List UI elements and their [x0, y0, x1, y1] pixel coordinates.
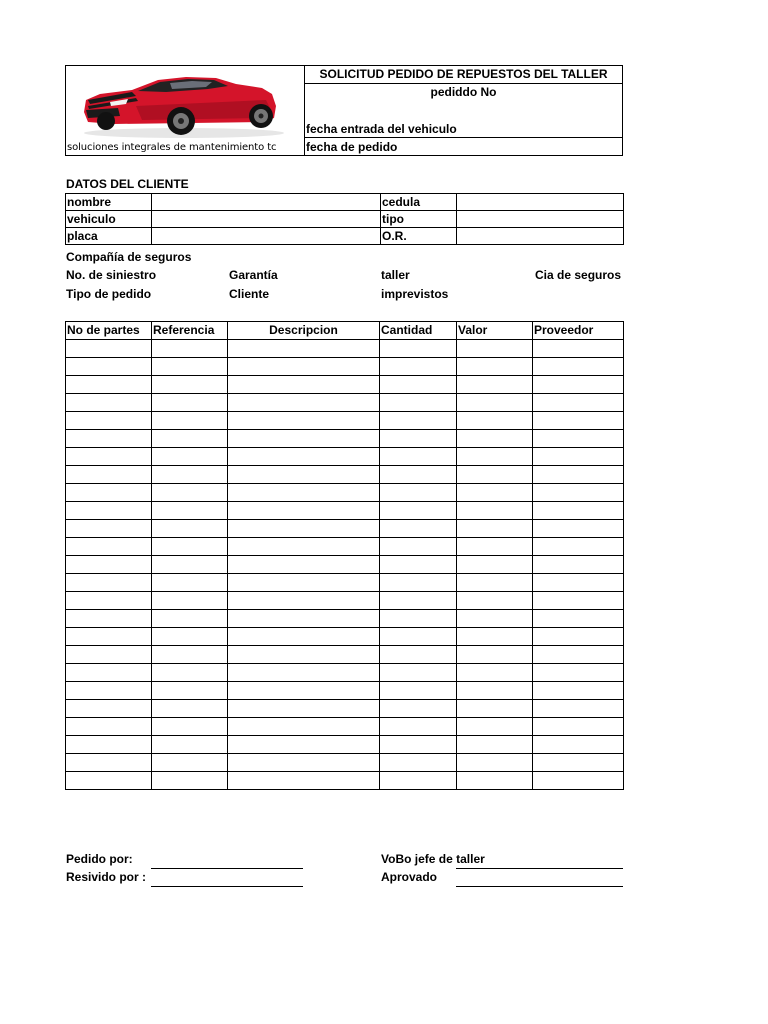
approved-label: Aprovado — [381, 870, 438, 884]
table-cell[interactable] — [228, 664, 380, 682]
table-cell[interactable] — [228, 628, 380, 646]
col-part-number: No de partes — [66, 322, 152, 340]
table-cell[interactable] — [66, 502, 152, 520]
table-row — [66, 448, 624, 466]
table-cell[interactable] — [533, 376, 624, 394]
table-cell[interactable] — [228, 736, 380, 754]
table-cell[interactable] — [152, 340, 228, 358]
table-row — [66, 772, 624, 790]
work-order-field[interactable] — [457, 228, 624, 245]
table-cell[interactable] — [457, 466, 533, 484]
order-date-label: fecha de pedido — [306, 140, 398, 154]
received-by-label: Resivido por : — [66, 870, 147, 884]
type-field[interactable] — [457, 211, 624, 228]
table-cell[interactable] — [66, 430, 152, 448]
table-cell[interactable] — [66, 718, 152, 736]
header-divider — [305, 137, 622, 138]
table-cell[interactable] — [152, 682, 228, 700]
table-cell[interactable] — [66, 412, 152, 430]
table-cell[interactable] — [380, 754, 457, 772]
insurance-company-label: Cia de seguros — [535, 268, 622, 282]
col-reference: Referencia — [152, 322, 228, 340]
table-row — [66, 484, 624, 502]
table-cell[interactable] — [152, 466, 228, 484]
table-cell[interactable] — [457, 682, 533, 700]
table-cell[interactable] — [152, 574, 228, 592]
table-cell[interactable] — [457, 700, 533, 718]
unforeseen-label: imprevistos — [381, 287, 449, 301]
table-cell[interactable] — [228, 358, 380, 376]
table-row — [66, 610, 624, 628]
table-row — [66, 466, 624, 484]
table-cell[interactable] — [457, 664, 533, 682]
table-row — [66, 628, 624, 646]
table-row — [66, 502, 624, 520]
table-cell[interactable] — [457, 358, 533, 376]
table-cell[interactable] — [66, 340, 152, 358]
order-type-label: Tipo de pedido — [66, 287, 152, 301]
table-cell[interactable] — [66, 592, 152, 610]
table-cell[interactable] — [66, 700, 152, 718]
table-row — [66, 592, 624, 610]
table-cell[interactable] — [228, 700, 380, 718]
table-cell[interactable] — [66, 754, 152, 772]
table-cell[interactable] — [228, 412, 380, 430]
client-row — [66, 228, 624, 245]
table-cell[interactable] — [152, 430, 228, 448]
table-row — [66, 430, 624, 448]
table-cell[interactable] — [457, 556, 533, 574]
table-cell[interactable] — [66, 556, 152, 574]
table-row — [66, 520, 624, 538]
table-cell[interactable] — [533, 646, 624, 664]
table-cell[interactable] — [457, 754, 533, 772]
table-row — [66, 394, 624, 412]
table-cell[interactable] — [533, 340, 624, 358]
table-cell[interactable] — [533, 502, 624, 520]
table-row — [66, 376, 624, 394]
table-cell[interactable] — [533, 718, 624, 736]
table-cell[interactable] — [380, 718, 457, 736]
table-cell[interactable] — [228, 466, 380, 484]
table-row — [66, 340, 624, 358]
table-cell[interactable] — [228, 502, 380, 520]
table-cell[interactable] — [533, 520, 624, 538]
table-cell[interactable] — [152, 358, 228, 376]
plate-label: placa — [66, 228, 152, 245]
table-cell[interactable] — [457, 646, 533, 664]
table-row — [66, 718, 624, 736]
table-cell[interactable] — [533, 682, 624, 700]
table-cell[interactable] — [533, 772, 624, 790]
table-cell[interactable] — [66, 628, 152, 646]
table-row — [66, 664, 624, 682]
table-cell[interactable] — [457, 502, 533, 520]
table-row — [66, 754, 624, 772]
type-label: tipo — [381, 211, 457, 228]
table-cell[interactable] — [152, 754, 228, 772]
table-cell[interactable] — [152, 448, 228, 466]
table-row — [66, 646, 624, 664]
table-cell[interactable] — [66, 358, 152, 376]
table-row — [66, 682, 624, 700]
parts-table — [65, 321, 624, 790]
table-cell[interactable] — [66, 448, 152, 466]
table-cell[interactable] — [533, 538, 624, 556]
id-number-label: cedula — [381, 194, 457, 211]
vehicle-field[interactable] — [152, 211, 381, 228]
claim-number-label: No. de siniestro — [66, 268, 157, 282]
table-cell[interactable] — [533, 736, 624, 754]
table-cell[interactable] — [457, 538, 533, 556]
table-cell[interactable] — [228, 340, 380, 358]
table-cell[interactable] — [533, 484, 624, 502]
table-row — [66, 412, 624, 430]
table-cell[interactable] — [380, 412, 457, 430]
table-cell[interactable] — [66, 772, 152, 790]
table-cell[interactable] — [380, 682, 457, 700]
table-cell[interactable] — [228, 430, 380, 448]
table-cell[interactable] — [66, 466, 152, 484]
table-cell[interactable] — [533, 556, 624, 574]
table-cell[interactable] — [380, 772, 457, 790]
table-cell[interactable] — [380, 646, 457, 664]
form-title: SOLICITUD PEDIDO DE REPUESTOS DEL TALLER — [305, 66, 622, 84]
table-cell[interactable] — [457, 718, 533, 736]
name-label: nombre — [66, 194, 152, 211]
table-cell[interactable] — [533, 628, 624, 646]
table-cell[interactable] — [380, 376, 457, 394]
table-cell[interactable] — [457, 376, 533, 394]
plate-field[interactable] — [152, 228, 381, 245]
table-cell[interactable] — [152, 538, 228, 556]
table-cell[interactable] — [380, 574, 457, 592]
table-cell[interactable] — [533, 466, 624, 484]
table-cell[interactable] — [380, 340, 457, 358]
table-cell[interactable] — [457, 628, 533, 646]
table-cell[interactable] — [533, 700, 624, 718]
table-cell[interactable] — [66, 610, 152, 628]
table-cell[interactable] — [66, 520, 152, 538]
table-cell[interactable] — [533, 664, 624, 682]
table-cell[interactable] — [228, 754, 380, 772]
parts-header-row — [66, 322, 624, 340]
table-cell[interactable] — [152, 736, 228, 754]
table-cell[interactable] — [380, 610, 457, 628]
table-cell[interactable] — [152, 646, 228, 664]
table-cell[interactable] — [152, 610, 228, 628]
col-value: Valor — [457, 322, 533, 340]
table-cell[interactable] — [152, 502, 228, 520]
received-by-signature-line[interactable] — [151, 886, 303, 887]
table-row — [66, 700, 624, 718]
table-cell[interactable] — [380, 736, 457, 754]
client-section-title: DATOS DEL CLIENTE — [66, 177, 189, 191]
table-cell[interactable] — [228, 682, 380, 700]
table-row — [66, 358, 624, 376]
workshop-chief-signature-line[interactable] — [456, 868, 623, 869]
order-number-label: pediddo No — [430, 85, 497, 99]
id-number-field[interactable] — [457, 194, 624, 211]
table-cell[interactable] — [66, 538, 152, 556]
table-cell[interactable] — [66, 376, 152, 394]
table-cell[interactable] — [66, 736, 152, 754]
approved-signature-line[interactable] — [456, 886, 623, 887]
table-cell[interactable] — [380, 700, 457, 718]
table-cell[interactable] — [152, 394, 228, 412]
table-cell[interactable] — [152, 520, 228, 538]
table-cell[interactable] — [228, 394, 380, 412]
table-row — [66, 574, 624, 592]
table-cell[interactable] — [380, 358, 457, 376]
table-cell[interactable] — [380, 502, 457, 520]
table-cell[interactable] — [66, 646, 152, 664]
table-cell[interactable] — [533, 592, 624, 610]
table-cell[interactable] — [380, 538, 457, 556]
col-supplier: Proveedor — [533, 322, 624, 340]
table-cell[interactable] — [228, 574, 380, 592]
table-cell[interactable] — [533, 394, 624, 412]
table-cell[interactable] — [228, 556, 380, 574]
table-cell[interactable] — [228, 718, 380, 736]
table-cell[interactable] — [152, 484, 228, 502]
table-cell[interactable] — [380, 556, 457, 574]
table-cell[interactable] — [152, 718, 228, 736]
table-cell[interactable] — [457, 610, 533, 628]
table-cell[interactable] — [152, 664, 228, 682]
table-cell[interactable] — [457, 448, 533, 466]
table-cell[interactable] — [66, 574, 152, 592]
table-cell[interactable] — [380, 484, 457, 502]
table-cell[interactable] — [533, 754, 624, 772]
table-cell[interactable] — [228, 448, 380, 466]
table-cell[interactable] — [380, 628, 457, 646]
table-cell[interactable] — [533, 430, 624, 448]
table-cell[interactable] — [457, 520, 533, 538]
client-row — [66, 194, 624, 211]
table-cell[interactable] — [457, 412, 533, 430]
table-cell[interactable] — [457, 484, 533, 502]
table-cell[interactable] — [66, 394, 152, 412]
table-cell[interactable] — [533, 574, 624, 592]
name-field[interactable] — [152, 194, 381, 211]
table-cell[interactable] — [228, 646, 380, 664]
table-cell[interactable] — [152, 376, 228, 394]
table-cell[interactable] — [228, 520, 380, 538]
col-description: Descripcion — [228, 322, 380, 340]
table-row — [66, 538, 624, 556]
workshop-label: taller — [381, 268, 410, 282]
table-cell[interactable] — [380, 430, 457, 448]
table-cell[interactable] — [66, 682, 152, 700]
warranty-label: Garantía — [229, 268, 278, 282]
table-cell[interactable] — [457, 430, 533, 448]
table-cell[interactable] — [228, 484, 380, 502]
table-cell[interactable] — [380, 448, 457, 466]
form-header — [65, 65, 623, 156]
table-cell[interactable] — [228, 376, 380, 394]
company-caption: soluciones integrales de mantenimiento tc — [67, 142, 277, 153]
table-cell[interactable] — [380, 664, 457, 682]
table-cell[interactable] — [152, 412, 228, 430]
table-cell[interactable] — [380, 592, 457, 610]
logo-cell — [66, 66, 305, 155]
table-cell[interactable] — [152, 628, 228, 646]
table-cell[interactable] — [533, 358, 624, 376]
table-cell[interactable] — [228, 538, 380, 556]
work-order-label: O.R. — [381, 228, 457, 245]
table-cell[interactable] — [228, 610, 380, 628]
ordered-by-label: Pedido por: — [66, 852, 133, 866]
table-cell[interactable] — [66, 664, 152, 682]
table-cell[interactable] — [152, 772, 228, 790]
table-cell[interactable] — [228, 772, 380, 790]
table-cell[interactable] — [152, 592, 228, 610]
table-cell[interactable] — [533, 412, 624, 430]
vehicle-label: vehiculo — [66, 211, 152, 228]
table-cell[interactable] — [533, 448, 624, 466]
client-row — [66, 211, 624, 228]
table-cell[interactable] — [66, 484, 152, 502]
table-cell[interactable] — [457, 340, 533, 358]
ordered-by-signature-line[interactable] — [151, 868, 303, 869]
table-cell[interactable] — [457, 592, 533, 610]
table-cell[interactable] — [457, 772, 533, 790]
client-table — [65, 193, 624, 245]
table-row — [66, 736, 624, 754]
insurance-title: Compañía de seguros — [66, 250, 192, 264]
table-cell[interactable] — [457, 574, 533, 592]
table-cell[interactable] — [457, 394, 533, 412]
customer-label: Cliente — [229, 287, 270, 301]
table-row — [66, 556, 624, 574]
table-cell[interactable] — [380, 520, 457, 538]
table-cell[interactable] — [228, 592, 380, 610]
table-cell[interactable] — [457, 736, 533, 754]
col-quantity: Cantidad — [380, 322, 457, 340]
red-sports-car-icon — [66, 66, 305, 142]
table-cell[interactable] — [380, 466, 457, 484]
table-cell[interactable] — [533, 610, 624, 628]
workshop-chief-approval-label: VoBo jefe de taller — [381, 852, 485, 866]
vehicle-entry-date-label: fecha entrada del vehiculo — [306, 122, 457, 136]
table-cell[interactable] — [380, 394, 457, 412]
table-cell[interactable] — [152, 700, 228, 718]
table-cell[interactable] — [152, 556, 228, 574]
